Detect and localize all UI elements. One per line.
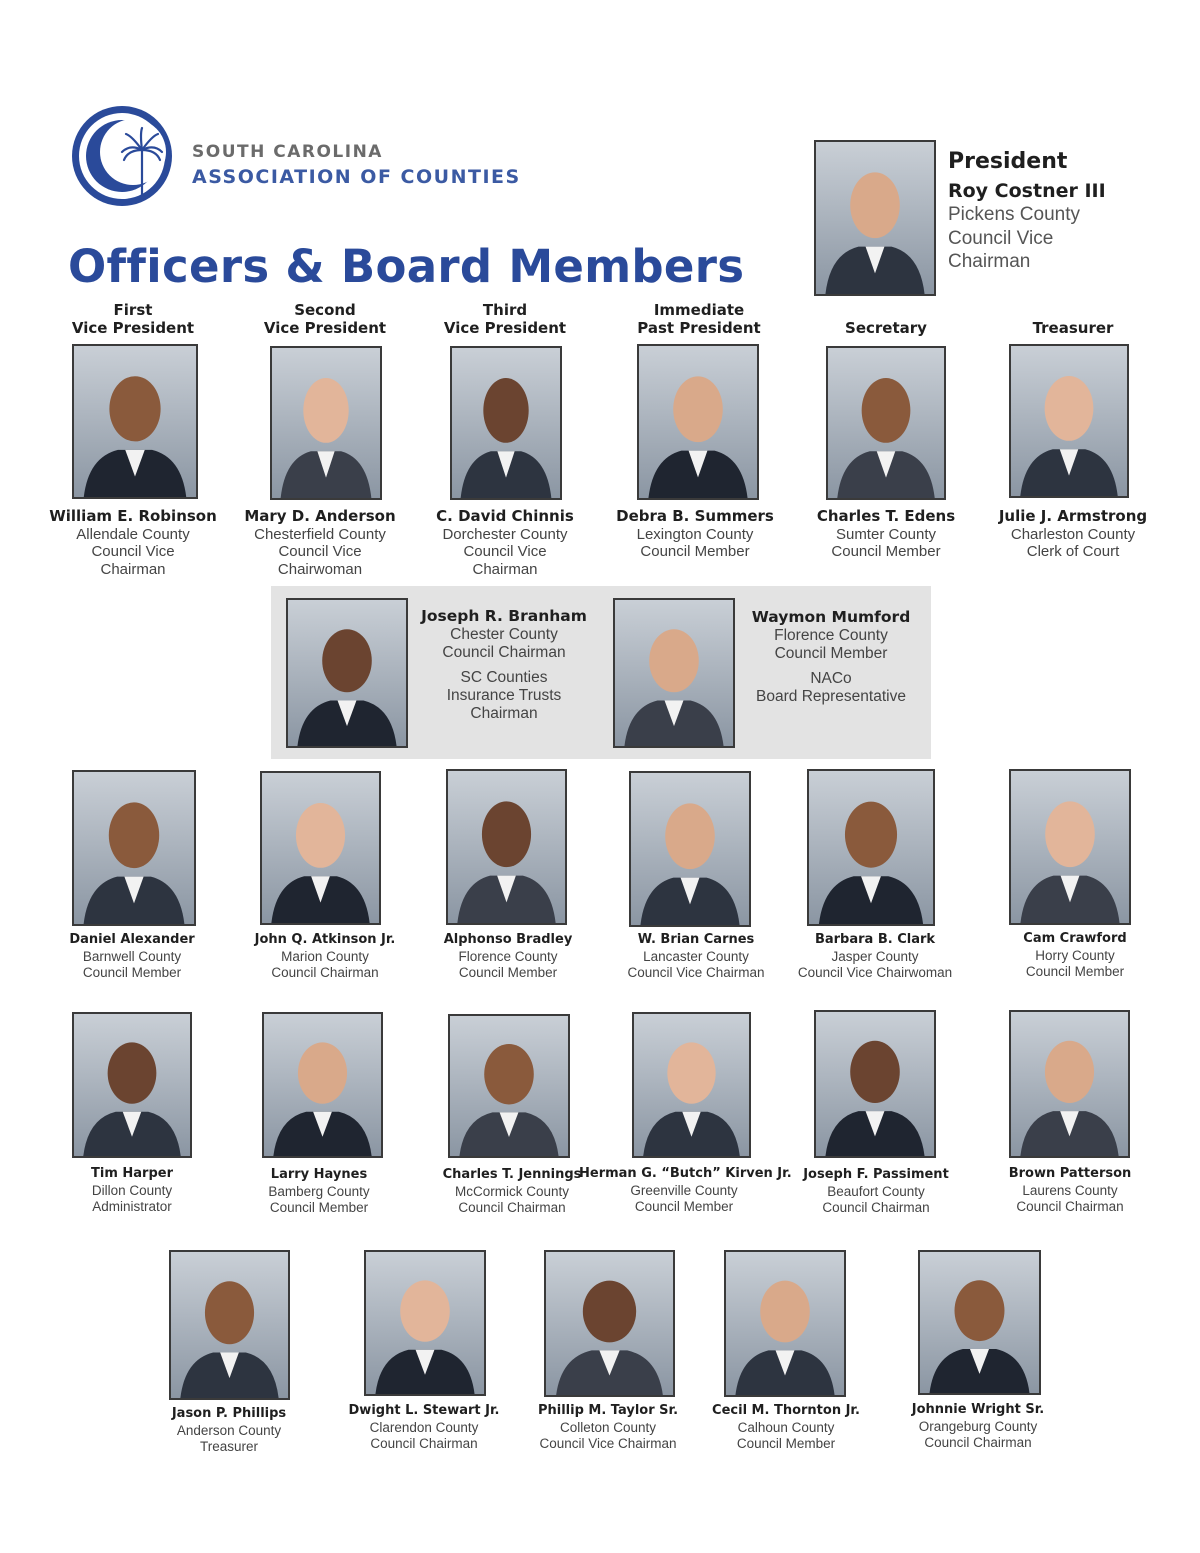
officer-title-line: Vice President <box>263 318 387 337</box>
portrait-silhouette <box>546 1252 673 1395</box>
member-extra: SC Counties <box>460 669 548 687</box>
officer-title-line: First <box>113 301 153 319</box>
special-member-caption <box>414 608 594 723</box>
member-name: Waymon Mumford <box>751 608 911 626</box>
special-member-photo <box>286 598 408 748</box>
member-detail: Allendale County <box>76 525 190 543</box>
member-photo <box>807 769 935 926</box>
officer-caption <box>225 508 415 578</box>
palmetto-crescent-icon <box>70 104 180 208</box>
portrait-silhouette <box>920 1252 1039 1393</box>
president-detail: Council Vice <box>948 227 1054 249</box>
portrait-silhouette <box>450 1016 568 1156</box>
portrait-silhouette <box>726 1252 844 1395</box>
member-photo <box>1009 769 1131 925</box>
portrait-silhouette <box>272 348 380 498</box>
member-caption <box>329 1403 519 1453</box>
member-photo <box>544 1250 675 1397</box>
member-caption <box>980 931 1170 981</box>
member-name: Cecil M. Thornton Jr. <box>712 1403 860 1418</box>
member-detail: Lexington County <box>636 525 754 543</box>
member-detail: Bamberg County <box>268 1183 370 1199</box>
org-name <box>192 140 521 190</box>
member-detail: Council Member <box>458 965 558 980</box>
member-detail: McCormick County <box>454 1183 570 1199</box>
member-detail: Chesterfield County <box>254 525 386 543</box>
officer-title-line <box>978 302 1168 320</box>
member-detail: Council Chairman <box>1016 1199 1124 1214</box>
member-extra: Board Representative <box>756 688 906 706</box>
member-detail: Greenville County <box>630 1182 738 1198</box>
officer-photo <box>1009 344 1129 498</box>
member-caption <box>781 1167 971 1217</box>
officer-title-line: Treasurer <box>1032 318 1114 337</box>
page-title: Officers & Board Members <box>68 240 745 293</box>
member-photo <box>918 1250 1041 1395</box>
member-detail: Clarendon County <box>369 1419 479 1435</box>
portrait-silhouette <box>634 1014 749 1156</box>
member-detail: Council Member <box>634 1199 734 1214</box>
member-detail: Council Vice <box>91 543 175 560</box>
member-detail: Council Chairman <box>271 965 379 980</box>
member-name: John Q. Atkinson Jr. <box>254 932 396 947</box>
member-detail: Council Member <box>269 1200 369 1215</box>
member-detail: Council Chairman <box>442 643 566 661</box>
officer-title-line: Vice President <box>71 318 195 337</box>
president-photo <box>814 140 936 296</box>
officer-photo <box>450 346 562 500</box>
officer-title <box>978 302 1168 337</box>
member-detail: Marion County <box>281 948 369 964</box>
portrait-silhouette <box>264 1014 381 1156</box>
member-detail: Treasurer <box>199 1439 258 1454</box>
member-extra: Insurance Trusts <box>446 687 562 705</box>
member-photo <box>169 1250 290 1400</box>
member-detail: Council Vice <box>463 543 547 560</box>
member-photo <box>629 771 751 927</box>
member-caption <box>691 1403 881 1453</box>
member-detail: Council Vice Chairwoman <box>797 965 953 980</box>
member-detail: Colleton County <box>559 1419 657 1435</box>
member-caption <box>883 1402 1073 1452</box>
member-detail: Chairwoman <box>277 560 363 578</box>
member-extra: NACo <box>810 670 852 688</box>
member-detail: Dorchester County <box>442 525 568 543</box>
member-photo <box>72 1012 192 1158</box>
portrait-silhouette <box>816 142 934 294</box>
member-name: William E. Robinson <box>49 507 217 525</box>
member-detail: Charleston County <box>1010 525 1136 543</box>
member-photo <box>1009 1010 1130 1158</box>
member-detail: Council Member <box>82 965 182 980</box>
portrait-silhouette <box>1011 771 1129 923</box>
officer-caption <box>410 508 600 578</box>
member-detail: Council Chairman <box>370 1436 478 1451</box>
member-photo <box>72 770 196 926</box>
officer-title-line <box>791 302 981 320</box>
member-caption <box>601 932 791 982</box>
officer-title-line: Secretary <box>845 318 927 337</box>
member-detail: Florence County <box>774 626 888 644</box>
member-caption <box>775 932 975 982</box>
member-name: Joseph R. Branham <box>421 607 587 625</box>
member-detail: Calhoun County <box>737 1419 835 1435</box>
member-detail: Administrator <box>92 1199 172 1214</box>
member-photo <box>364 1250 486 1396</box>
member-detail: Florence County <box>458 948 558 964</box>
president-info <box>948 150 1106 274</box>
member-name: Herman G. “Butch” Kirven Jr. <box>579 1166 792 1181</box>
member-detail: Council Chairman <box>924 1435 1032 1450</box>
member-detail: Council Vice Chairman <box>539 1436 677 1451</box>
member-detail: Chairman <box>472 560 538 578</box>
officer-photo <box>637 344 759 500</box>
member-detail: Council Chairman <box>822 1200 930 1215</box>
member-caption <box>230 932 420 982</box>
officer-title-line: Third <box>482 301 528 319</box>
member-name: Debra B. Summers <box>616 507 774 525</box>
portrait-silhouette <box>816 1012 934 1156</box>
member-name: Phillip M. Taylor Sr. <box>537 1403 679 1418</box>
member-detail: Council Member <box>736 1436 836 1451</box>
member-detail: Sumter County <box>835 525 937 543</box>
officer-title-line: Past President <box>637 318 761 337</box>
officer-caption <box>600 508 790 561</box>
officer-title <box>38 302 228 337</box>
member-name: Larry Haynes <box>270 1167 368 1182</box>
officer-title <box>791 302 981 337</box>
member-photo <box>632 1012 751 1158</box>
member-photo <box>448 1014 570 1158</box>
portrait-silhouette <box>74 1014 190 1156</box>
portrait-silhouette <box>1011 1012 1128 1156</box>
member-caption <box>513 1403 703 1453</box>
president-role: President <box>948 149 1068 174</box>
member-detail: Council Member <box>640 543 750 560</box>
portrait-silhouette <box>639 346 757 498</box>
member-detail: Beaufort County <box>827 1183 925 1199</box>
member-detail: Council Member <box>774 644 888 662</box>
officer-caption <box>791 508 981 561</box>
member-detail: Laurens County <box>1022 1182 1118 1198</box>
portrait-silhouette <box>262 773 379 923</box>
member-detail: Council Chairman <box>458 1200 566 1215</box>
org-name-line1: SOUTH CAROLINA <box>192 142 383 162</box>
member-photo <box>446 769 567 925</box>
officer-title-line: Immediate <box>653 301 745 319</box>
portrait-silhouette <box>74 772 194 924</box>
officer-caption <box>38 508 228 578</box>
member-caption <box>37 932 227 982</box>
member-name: C. David Chinnis <box>436 507 574 525</box>
member-detail: Dillon County <box>91 1182 173 1198</box>
officer-photo <box>270 346 382 500</box>
portrait-silhouette <box>448 771 565 923</box>
member-name: Brown Patterson <box>1008 1166 1132 1181</box>
member-detail: Clerk of Court <box>1026 543 1120 560</box>
member-detail: Jasper County <box>831 948 919 964</box>
officer-title <box>410 302 600 337</box>
member-caption <box>224 1167 414 1217</box>
member-name: Johnnie Wright Sr. <box>911 1402 1045 1417</box>
member-detail: Council Member <box>831 543 941 560</box>
member-photo <box>262 1012 383 1158</box>
member-name: Charles T. Edens <box>816 507 956 525</box>
member-detail: Chester County <box>450 625 558 643</box>
member-name: Joseph F. Passiment <box>803 1167 949 1182</box>
member-name: Dwight L. Stewart Jr. <box>348 1403 500 1418</box>
officer-title-line: Second <box>294 301 356 319</box>
member-detail: Orangeburg County <box>918 1418 1038 1434</box>
member-caption <box>975 1166 1165 1216</box>
member-detail: Lancaster County <box>643 948 749 964</box>
portrait-silhouette <box>288 600 406 746</box>
member-name: Cam Crawford <box>1023 931 1127 946</box>
member-name: Daniel Alexander <box>69 932 195 947</box>
member-detail: Council Vice <box>278 543 362 560</box>
portrait-silhouette <box>74 346 196 497</box>
member-detail: Anderson County <box>176 1422 282 1438</box>
member-caption <box>37 1166 227 1216</box>
member-detail: Horry County <box>1035 947 1115 963</box>
member-name: Jason P. Phillips <box>171 1406 287 1421</box>
officer-photo <box>826 346 946 500</box>
officer-title <box>230 302 420 337</box>
member-caption <box>579 1166 792 1216</box>
portrait-silhouette <box>809 771 933 924</box>
member-photo <box>260 771 381 925</box>
special-member-caption <box>741 609 921 706</box>
portrait-silhouette <box>631 773 749 925</box>
member-name: Tim Harper <box>91 1166 173 1181</box>
member-name: Alphonso Bradley <box>443 932 573 947</box>
member-name: Charles T. Jennings <box>442 1167 582 1182</box>
officer-caption <box>978 508 1168 561</box>
portrait-silhouette <box>366 1252 484 1394</box>
officer-title <box>604 302 794 337</box>
member-detail: Barnwell County <box>82 948 182 964</box>
portrait-silhouette <box>452 348 560 498</box>
portrait-silhouette <box>828 348 944 498</box>
member-name: Mary D. Anderson <box>244 507 396 525</box>
officer-title-line: Vice President <box>443 318 567 337</box>
member-photo <box>814 1010 936 1158</box>
officer-photo <box>72 344 198 499</box>
member-caption <box>413 932 603 982</box>
portrait-silhouette <box>171 1252 288 1398</box>
member-detail: Council Vice Chairman <box>627 965 765 980</box>
member-detail: Chairman <box>100 560 166 578</box>
president-detail: Pickens County <box>948 204 1081 225</box>
org-name-line2: ASSOCIATION OF COUNTIES <box>192 166 521 188</box>
member-name: Barbara B. Clark <box>814 932 936 947</box>
special-member-photo <box>613 598 735 748</box>
member-name: W. Brian Carnes <box>637 932 755 947</box>
member-detail: Council Member <box>1025 964 1125 979</box>
member-extra: Chairman <box>470 704 538 722</box>
member-caption <box>134 1406 324 1456</box>
portrait-silhouette <box>1011 346 1127 496</box>
president-detail: Chairman <box>948 251 1031 272</box>
member-name: Julie J. Armstrong <box>998 507 1148 525</box>
president-name: Roy Costner III <box>948 179 1106 202</box>
portrait-silhouette <box>615 600 733 746</box>
member-photo <box>724 1250 846 1397</box>
